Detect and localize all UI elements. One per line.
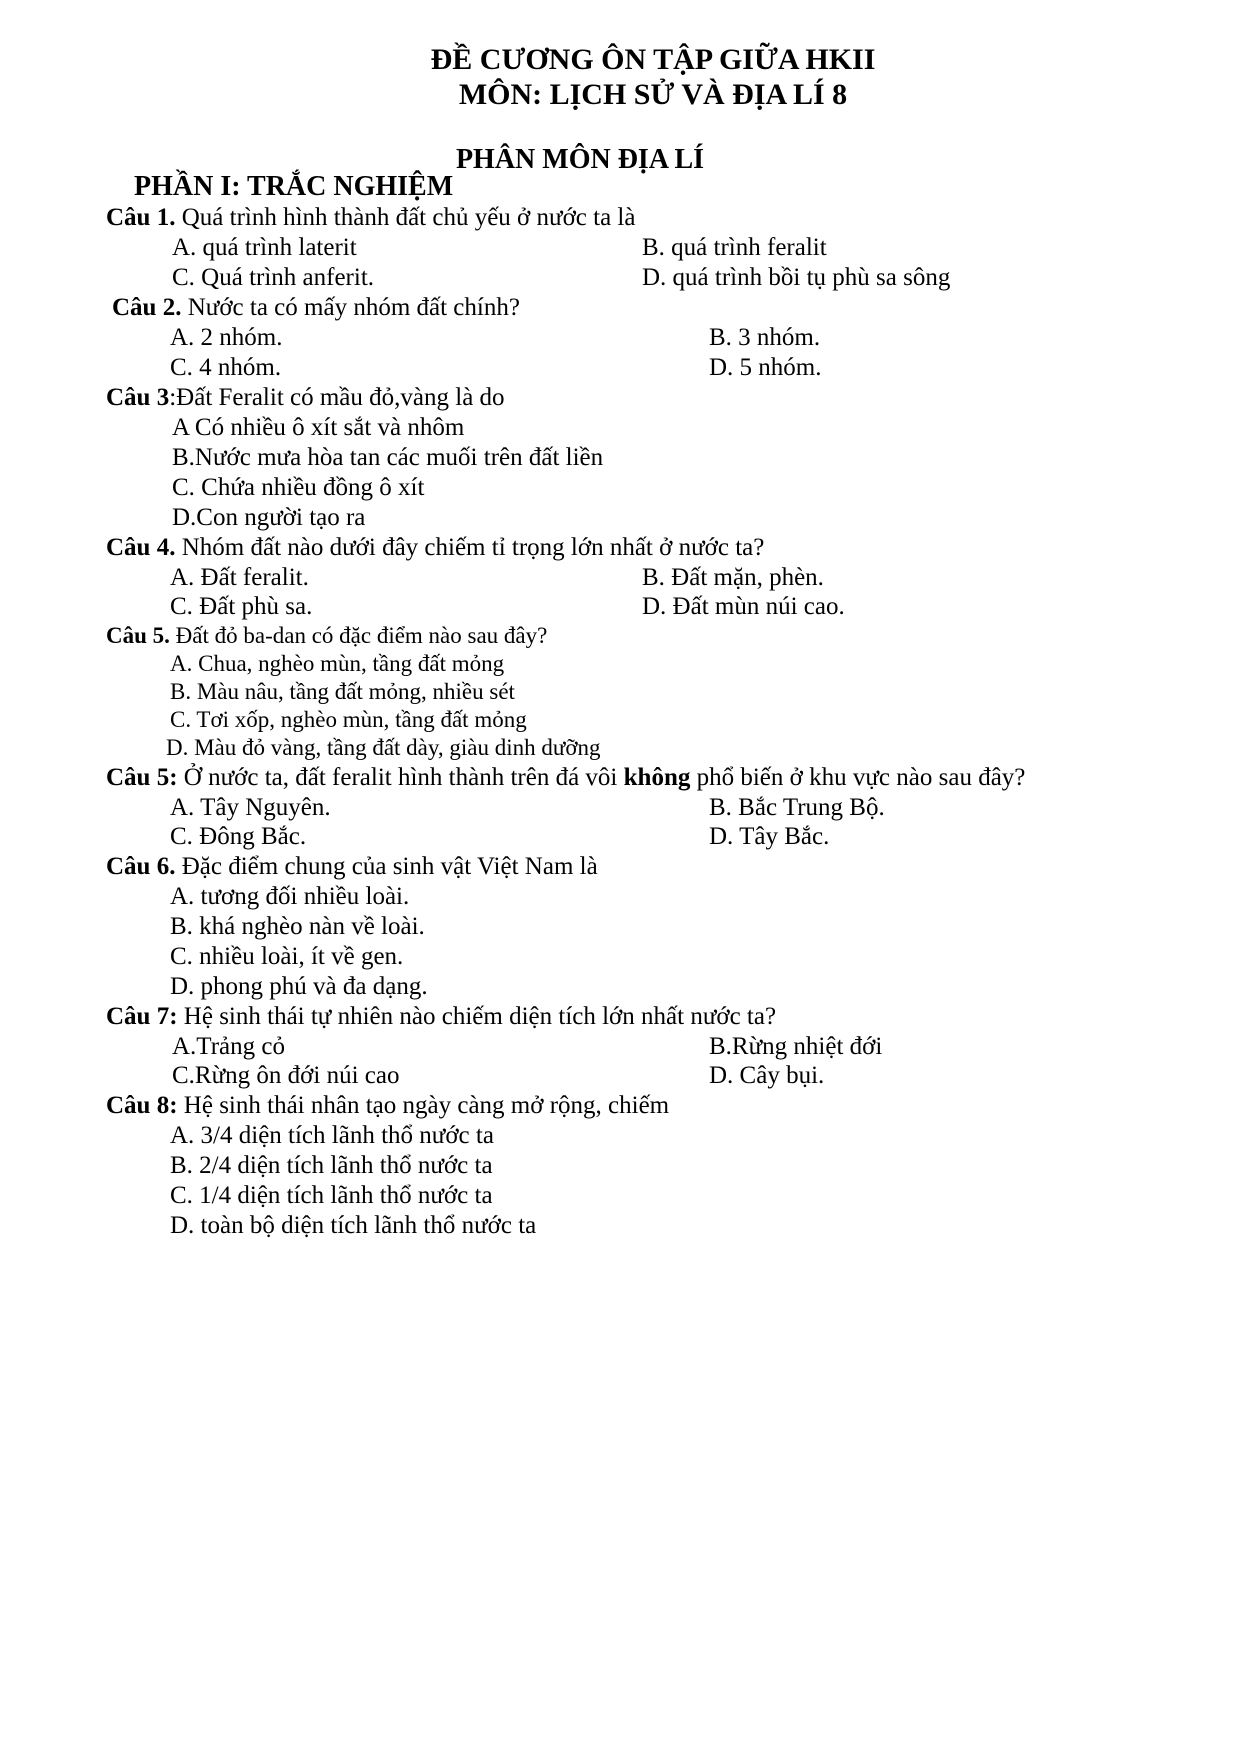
question-text: Hệ sinh thái nhân tạo ngày càng mở rộng, chiếm [177,1092,670,1119]
q1-option-b: B. quá trình feralit [642,234,827,261]
q4-option-b: B. Đất mặn, phèn. [642,564,824,591]
q1-option-a: A. quá trình laterit [172,234,357,261]
q8-option-b: B. 2/4 diện tích lãnh thổ nước ta [170,1152,493,1179]
q5b-option-c: C. Đông Bắc. [170,823,307,850]
q7-option-b: B.Rừng nhiệt đới [709,1033,883,1060]
q5a-option-a: A. Chua, nghèo mùn, tầng đất mỏng [170,651,505,676]
q7-option-a: A.Trảng cỏ [172,1033,285,1060]
q5a-option-c: C. Tơi xốp, nghèo mùn, tầng đất mỏng [170,707,527,732]
question-3 [106,383,505,413]
question-2 [112,293,520,323]
q4-option-d: D. Đất mùn núi cao. [642,593,845,620]
q3-option-d: D.Con người tạo ra [172,504,366,531]
q8-option-a: A. 3/4 diện tích lãnh thổ nước ta [170,1122,494,1149]
question-number: Câu 3 [106,384,170,411]
q2-option-d: D. 5 nhóm. [709,354,822,381]
q3-option-a: A Có nhiều ô xít sắt và nhôm [172,414,465,441]
q5a-option-d: D. Màu đỏ vàng, tầng đất dày, giàu dinh dưỡng [166,735,601,760]
question-text: Hệ sinh thái tự nhiên nào chiếm diện tích lớn nhất nước ta? [177,1003,777,1030]
question-text: Quá trình hình thành đất chủ yếu ở nước ta là [175,204,636,231]
document-title: ĐỀ CƯƠNG ÔN TẬP GIỮA HKII [430,43,876,76]
q8-option-d: D. toàn bộ diện tích lãnh thổ nước ta [170,1212,537,1239]
q2-option-b: B. 3 nhóm. [709,324,821,351]
q5b-option-a: A. Tây Nguyên. [170,794,331,821]
question-number: Câu 4. [106,534,176,561]
q3-option-b: B.Nước mưa hòa tan các muối trên đất liền [172,444,604,471]
subject-title: MÔN: LỊCH SỬ VÀ ĐỊA LÍ 8 [458,78,848,111]
question-1 [106,203,635,233]
q5b-option-d: D. Tây Bắc. [709,823,830,850]
q6-option-d: D. phong phú và đa dạng. [170,973,428,1000]
q2-option-a: A. 2 nhóm. [170,324,283,351]
question-text-end: phổ biến ở khu vực nào sau đây? [690,764,1026,791]
q3-option-c: C. Chứa nhiều đồng ô xít [172,474,425,501]
q4-option-a: A. Đất feralit. [170,564,309,591]
question-5b [106,763,1025,793]
q6-option-c: C. nhiều loài, ít về gen. [170,943,404,970]
q5b-option-b: B. Bắc Trung Bộ. [709,794,885,821]
q6-option-b: B. khá nghèo nàn về loài. [170,913,425,940]
question-number: Câu 5. [106,623,170,648]
question-4 [106,533,764,563]
question-text: Đất đỏ ba-dan có đặc điểm nào sau đây? [169,623,548,648]
question-text: Ở nước ta, đất feralit hình thành trên đá vôi [177,764,624,791]
question-number: Câu 1. [106,204,176,231]
q7-option-c: C.Rừng ôn đới núi cao [172,1062,400,1089]
question-number: Câu 2. [112,294,182,321]
q5a-option-b: B. Màu nâu, tầng đất mỏng, nhiều sét [170,679,515,704]
q7-option-d: D. Cây bụi. [709,1062,825,1089]
question-text: :Đất Feralit có mầu đỏ,vàng là do [169,384,505,411]
question-8 [106,1091,669,1121]
question-number: Câu 5: [106,764,178,791]
part-heading: PHẦN I: TRẮC NGHIỆM [134,171,454,202]
question-emphasis: không [623,764,691,791]
q1-option-c: C. Quá trình anferit. [172,264,375,291]
question-number: Câu 8: [106,1092,178,1119]
q8-option-c: C. 1/4 diện tích lãnh thổ nước ta [170,1182,493,1209]
question-text: Nước ta có mấy nhóm đất chính? [181,294,520,321]
q2-option-c: C. 4 nhóm. [170,354,282,381]
question-text: Đặc điểm chung của sinh vật Việt Nam là [175,853,598,880]
question-5a [106,621,547,651]
section-title: PHÂN MÔN ĐỊA LÍ [455,144,705,175]
q1-option-d: D. quá trình bồi tụ phù sa sông [642,264,951,291]
q6-option-a: A. tương đối nhiều loài. [170,883,410,910]
question-number: Câu 6. [106,853,176,880]
question-7 [106,1002,776,1032]
question-6 [106,852,598,882]
question-number: Câu 7: [106,1003,178,1030]
q4-option-c: C. Đất phù sa. [170,593,313,620]
question-text: Nhóm đất nào dưới đây chiếm tỉ trọng lớn nhất ở nước ta? [175,534,765,561]
